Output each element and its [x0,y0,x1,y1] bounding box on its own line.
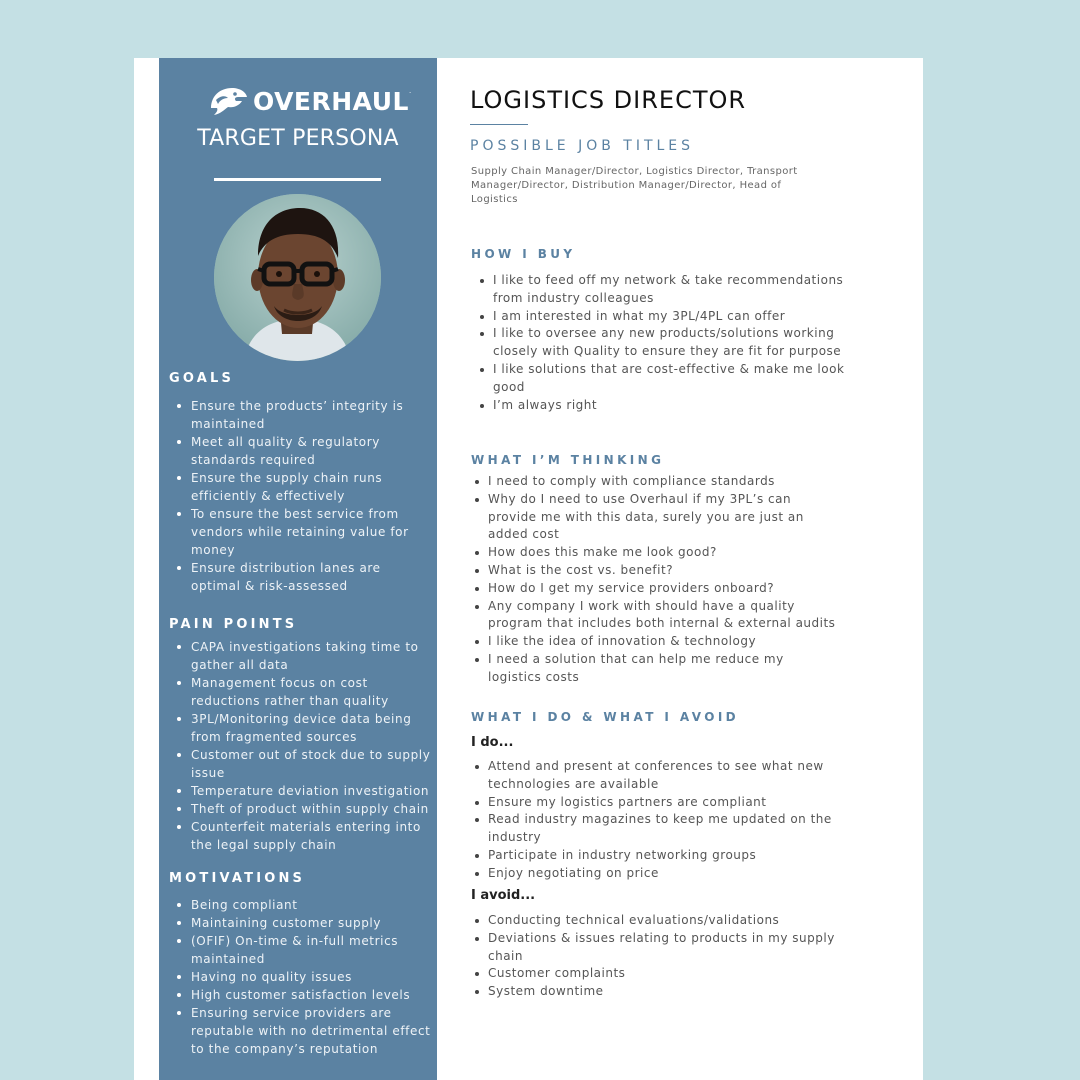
brand-name: OVERHAUL. [253,86,412,116]
list-item: Meet all quality & regulatory standards required [169,433,431,469]
list-item: Enjoy negotiating on price [471,865,841,883]
list-item: I am interested in what my 3PL/4PL can offer [476,308,846,326]
page-title: LOGISTICS DIRECTOR [470,86,747,114]
list-item: System downtime [471,983,841,1001]
i-avoid-list [471,912,841,1001]
list-item: Customer complaints [471,965,841,983]
list-item: I like to feed off my network & take recommendations from industry colleagues [476,272,846,308]
list-item: Ensure my logistics partners are compliant [471,794,841,812]
job-titles-text: Supply Chain Manager/Director, Logistics Director, Transport Manager/Director, Distribution Manager/Director, Head of Logistics [471,166,798,205]
list-item: CAPA investigations taking time to gather all data [169,638,431,674]
pain-points-list [169,638,431,854]
how-i-buy-heading: HOW I BUY [471,247,576,261]
list-item: I like the idea of innovation & technology [471,633,841,651]
persona-label: TARGET PERSONA [197,126,399,151]
eagle-head-icon [208,86,248,116]
thinking-list [471,473,841,687]
i-avoid-label: I avoid... [471,888,536,903]
do-avoid-heading: WHAT I DO & WHAT I AVOID [471,710,740,724]
list-item: Being compliant [169,896,431,914]
list-item: I like solutions that are cost-effective & make me look good [476,361,846,397]
pain-points-heading: PAIN POINTS [169,617,298,632]
list-item: How do I get my service providers onboard? [471,580,841,598]
list-item: Participate in industry networking groups [471,847,841,865]
list-item: How does this make me look good? [471,544,841,562]
list-item: Deviations & issues relating to products in my supply chain [471,930,841,966]
list-item: Conducting technical evaluations/validations [471,912,841,930]
list-item: (OFIF) On-time & in-full metrics maintained [169,932,431,968]
list-item: Counterfeit materials entering into the legal supply chain [169,818,431,854]
list-item: Ensure the supply chain runs efficiently & effectively [169,469,431,505]
list-item: To ensure the best service from vendors while retaining value for money [169,505,431,559]
i-do-label: I do... [471,735,514,750]
list-item: Read industry magazines to keep me updated on the industry [471,811,841,847]
list-item: Temperature deviation investigation [169,782,431,800]
list-item: High customer satisfaction levels [169,986,431,1004]
list-item: Why do I need to use Overhaul if my 3PL’s can provide me with this data, surely you are just an added cost [471,491,841,544]
list-item: I need to comply with compliance standards [471,473,841,491]
list-item: I’m always right [476,397,846,415]
list-item: Any company I work with should have a quality program that includes both internal & external audits [471,598,841,634]
goals-list [169,397,431,595]
list-item: What is the cost vs. benefit? [471,562,841,580]
list-item: 3PL/Monitoring device data being from fragmented sources [169,710,431,746]
i-do-list [471,758,841,883]
list-item: Maintaining customer supply [169,914,431,932]
list-item: Theft of product within supply chain [169,800,431,818]
motivations-list [169,896,431,1058]
list-item: Ensure distribution lanes are optimal & risk-assessed [169,559,431,595]
list-item: Ensure the products’ integrity is maintained [169,397,431,433]
list-item: I like to oversee any new products/solutions working closely with Quality to ensure they are fit for purpose [476,325,846,361]
how-i-buy-list [476,272,846,414]
thinking-heading: WHAT I’M THINKING [471,453,665,467]
list-item: Management focus on cost reductions rather than quality [169,674,431,710]
job-titles-heading: POSSIBLE JOB TITLES [470,138,695,154]
list-item: Ensuring service providers are reputable with no detrimental effect to the company’s reputation [169,1004,431,1058]
list-item: Attend and present at conferences to see what new technologies are available [471,758,841,794]
list-item: Customer out of stock due to supply issue [169,746,431,782]
goals-heading: GOALS [169,371,235,386]
motivations-heading: MOTIVATIONS [169,871,306,886]
persona-photo [214,194,381,361]
title-rule [470,124,528,125]
list-item: I need a solution that can help me reduce my logistics costs [471,651,841,687]
title-divider [214,178,381,181]
list-item: Having no quality issues [169,968,431,986]
persona-portrait [214,194,381,361]
overhaul-logo [208,84,412,118]
